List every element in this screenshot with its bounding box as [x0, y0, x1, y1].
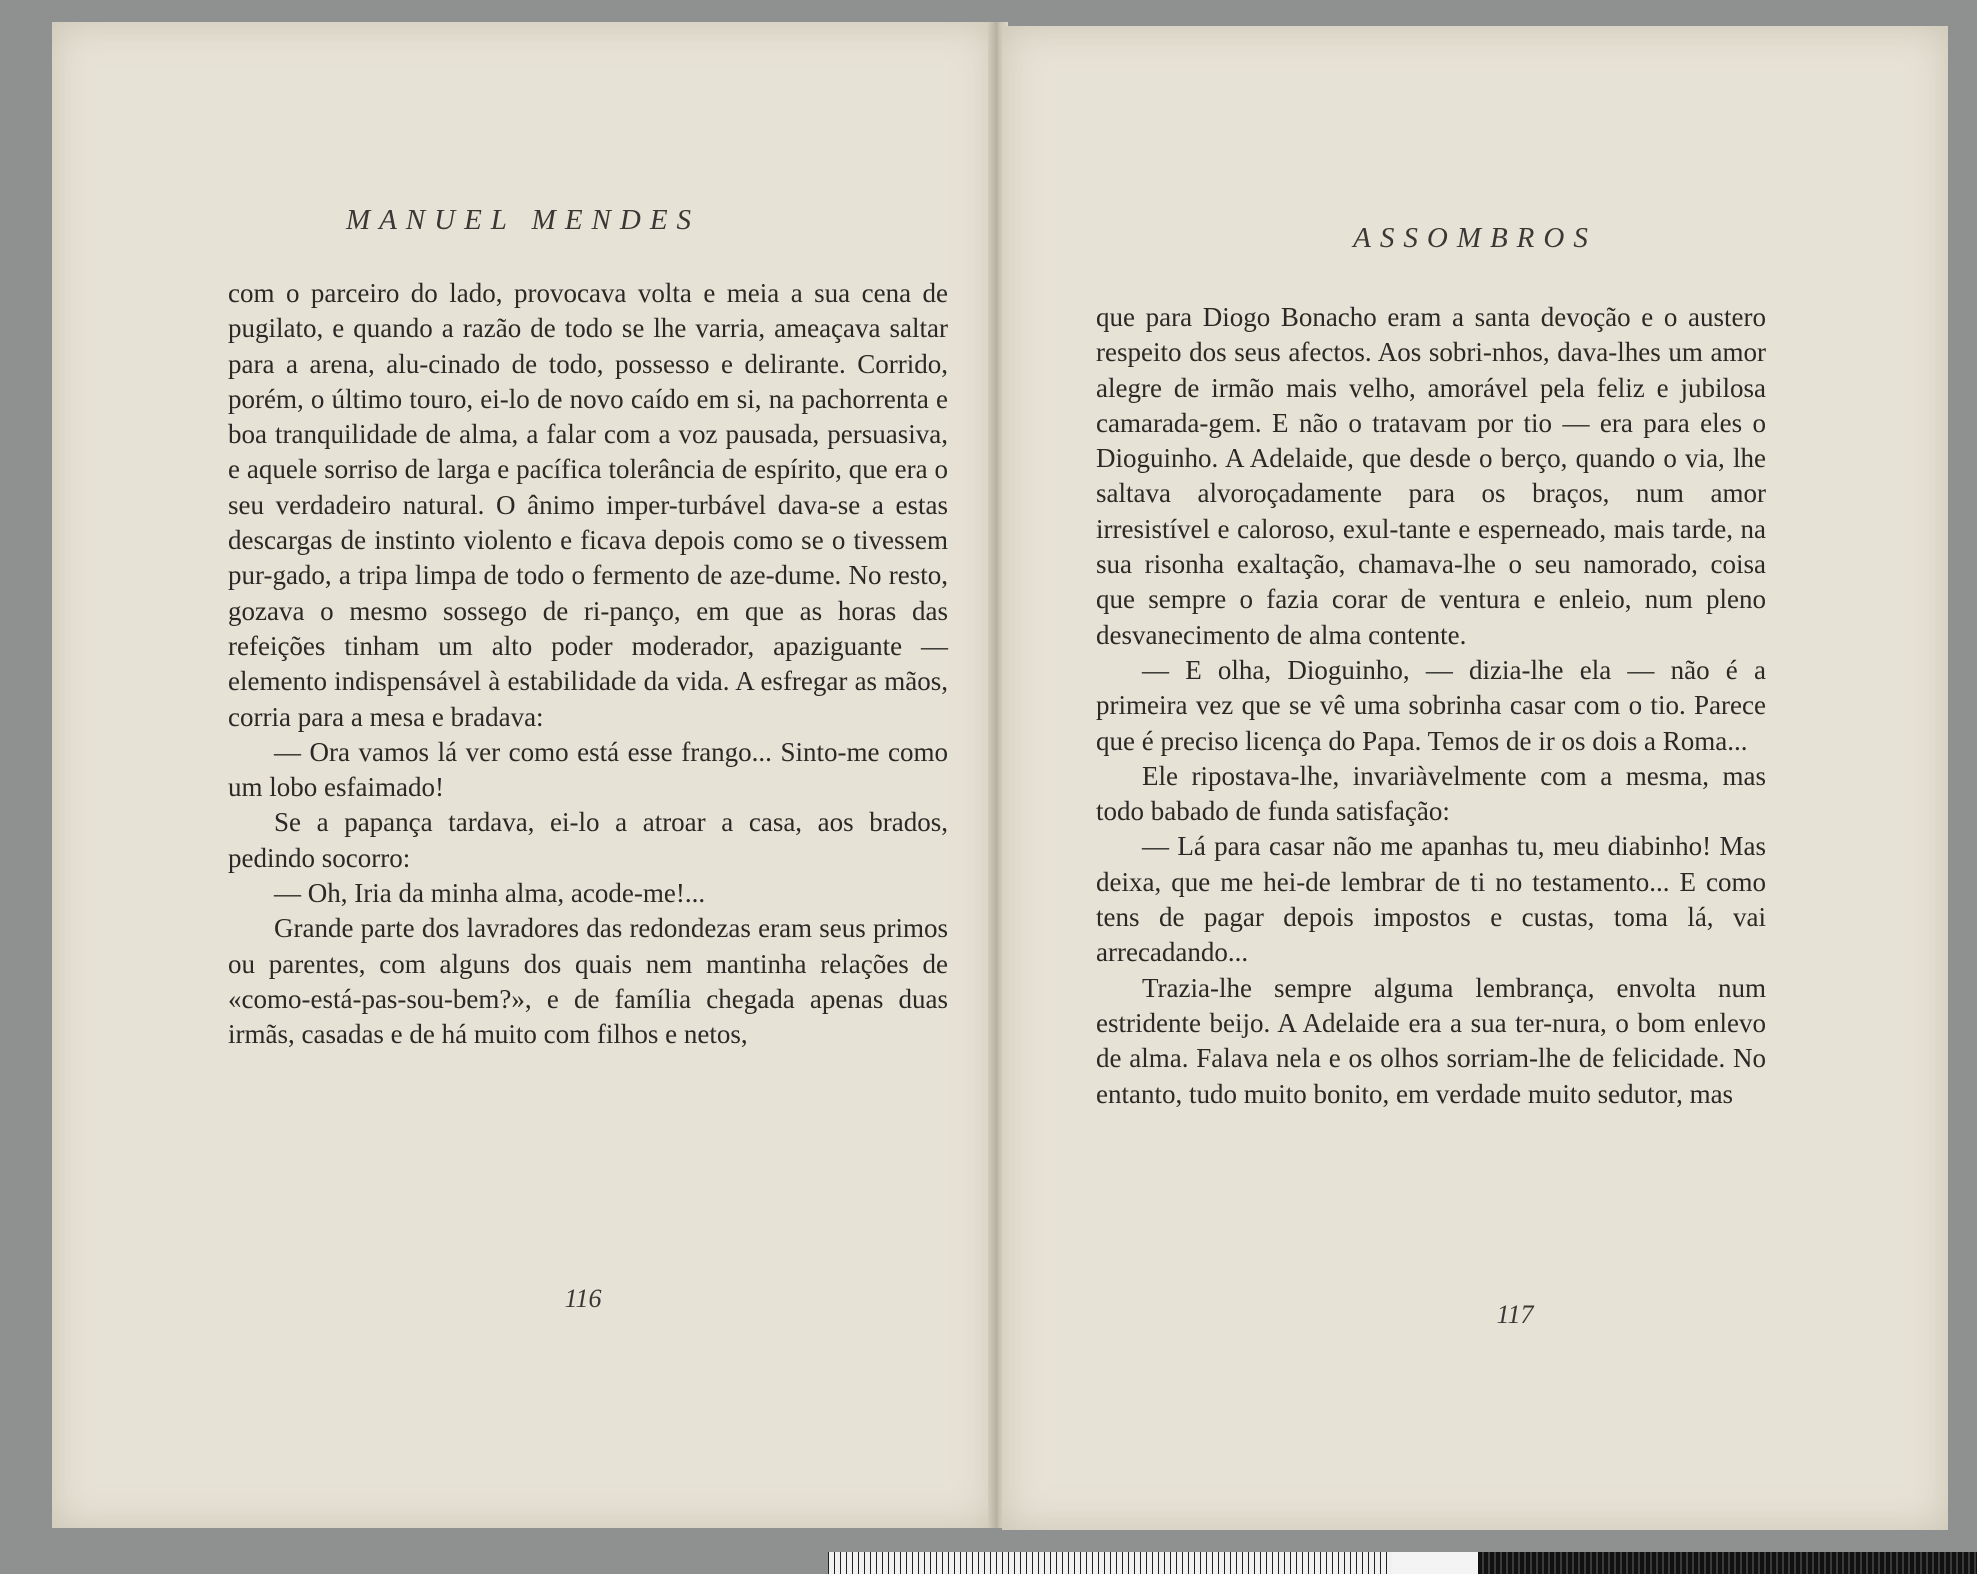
- right-page: [1002, 26, 1948, 1530]
- paragraph: — Oh, Iria da minha alma, acode-me!...: [274, 878, 706, 909]
- paragraph: Trazia-lhe sempre alguma lembrança, envolta num estridente beijo. A Adelaide era a sua ter-nura, o bom enlevo de alma. Falava nela e os olhos sorriam-lhe de felicidade. No entanto, tudo muito bonito, em verdade muito sedutor, mas: [1096, 972, 1766, 1109]
- scale-ruler-white-block: [1392, 1552, 1478, 1574]
- paragraph: Ele ripostava-lhe, invariàvelmente com a mesma, mas todo babado de funda satisfação:: [1096, 760, 1766, 827]
- page-number: 117: [1496, 1300, 1534, 1329]
- paragraph: que para Diogo Bonacho eram a santa devoção e o austero respeito dos seus afectos. Aos sobri-nhos, dava-lhes um amor alegre de irmão mais velho, amorável pela feliz e jubilosa camarada-gem. E não o tratavam por tio — era para eles o Dioguinho. A Adelaide, que desde o berço, quando o via, lhe saltava alvoroçadamente para os braços, num amor irresistível e caloroso, exul-tante e esperneado, mais tarde, na sua risonha exaltação, chamava-lhe o seu namorado, coisa que sempre o fazia corar de ventura e enleio, num pleno desvanecimento de alma contente.: [1096, 302, 1766, 650]
- paragraph: — Ora vamos lá ver como está esse frango... Sinto-me como um lobo esfaimado!: [228, 736, 948, 803]
- paragraph: Se a papança tardava, ei-lo a atroar a casa, aos brados, pedindo socorro:: [228, 807, 948, 873]
- running-head-author: MANUEL MENDES: [345, 204, 701, 236]
- left-page: [52, 22, 994, 1528]
- right-page-body: [1096, 300, 1766, 1112]
- paragraph: Grande parte dos lavradores das redondezas eram seus primos ou parentes, com alguns dos quais nem mantinha relações de «como-está-pas-sou-bem?», e de família chegada apenas duas irmãs, casadas e de há muito com filhos e netos,: [228, 913, 948, 1050]
- scale-ruler-dark-block: [1478, 1552, 1977, 1574]
- paragraph: — E olha, Dioguinho, — dizia-lhe ela — não é a primeira vez que se vê uma sobrinha casar com o tio. Parece que é preciso licença do Papa. Temos de ir os dois a Roma...: [1096, 654, 1766, 756]
- page-number: 116: [564, 1284, 602, 1313]
- left-page-body: [228, 276, 948, 1053]
- paragraph: com o parceiro do lado, provocava volta e meia a sua cena de pugilato, e quando a razão de todo se lhe varria, ameaçava saltar para a arena, alu-cinado de todo, possesso e delirante. Corrido, porém, o último touro, ei-lo de novo caído em si, na pachorrenta e boa tranquilidade de alma, a falar com a voz pausada, persuasiva, e aquele sorriso de larga e pacífica tolerância de espírito, que era o seu verdadeiro natural. O ânimo imper-turbável dava-se a estas descargas de instinto violento e ficava depois como se o tivessem pur-gado, a tripa limpa de todo o fermento de aze-dume. No resto, gozava o mesmo sossego de ri-panço, em que as horas das refeições tinham um alto poder moderador, apaziguante — elemento indispensável à estabilidade da vida. A esfregar as mãos, corria para a mesa e bradava:: [228, 278, 948, 732]
- running-head-title: ASSOMBROS: [1353, 222, 1597, 254]
- paragraph: — Lá para casar não me apanhas tu, meu diabinho! Mas deixa, que me hei-de lembrar de ti no testamento... E como tens de pagar depois impostos e custas, toma lá, vai arrecadando...: [1096, 831, 1766, 968]
